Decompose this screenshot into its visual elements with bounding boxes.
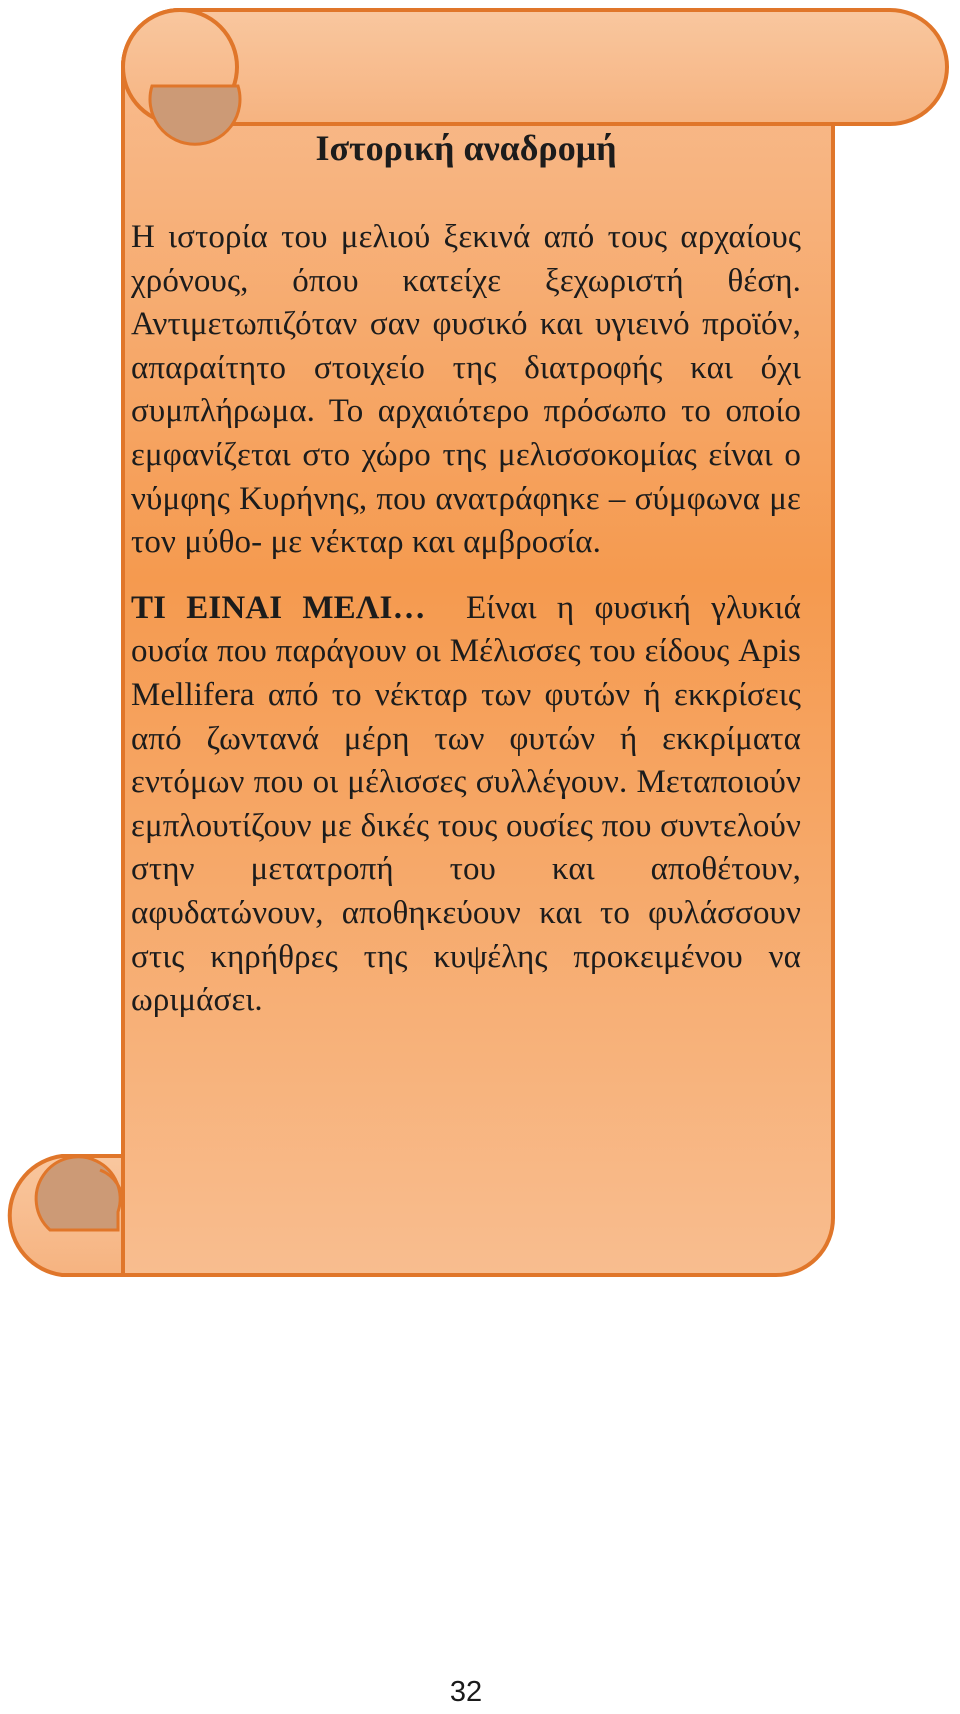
bottom-curl-shadow (36, 1157, 120, 1230)
history-paragraph: Η ιστορία του μελιού ξεκινά από τους αρχαίους χρόνους, όπου κατείχε ξεχωριστή θέση. Αντιμετωπιζόταν σαν φυσικό και υγιεινό προϊόν, απαραίτητο στοιχείο της διατροφής και όχι συμπλήρωμα. Το αρχαιότερο πρόσωπο το οποίο εμφανίζεται στο χώρο της μελισσοκομίας είναι ο νύμφης Κυρήνης, που ανατράφηκε – σύμφωνα με τον μύθο- με νέκταρ και αμβροσία. (131, 219, 801, 561)
page-number: 32 (449, 1676, 483, 1708)
definition-paragraph (131, 587, 801, 1023)
definition-lead: ΤΙ ΕΙΝΑΙ ΜΕΛΙ… (131, 589, 426, 626)
scroll-content (131, 128, 801, 1023)
section-heading: Ιστορική αναδρομή (315, 128, 617, 168)
top-roll (123, 10, 947, 124)
definition-text: Είναι η φυσική γλυκιά ουσία που παράγουν οι Μέλισσες του είδους Apis Mellifera από το νέκταρ των φυτών ή εκκρίσεις από ζωντανά μέρη των φυτών ή εκκρίματα εντόμων που οι μέλισσες συλλέγουν. Μεταποιούν εμπλουτίζουν με δικές τους ουσίες που συντελούν στην μετατροπή του και αποθέτουν, αφυδατώνουν, αποθηκεύουν και το φυλάσσουν στις κηρήθρες της κυψέλης προκειμένου να ωριμάσει. (131, 589, 801, 1019)
